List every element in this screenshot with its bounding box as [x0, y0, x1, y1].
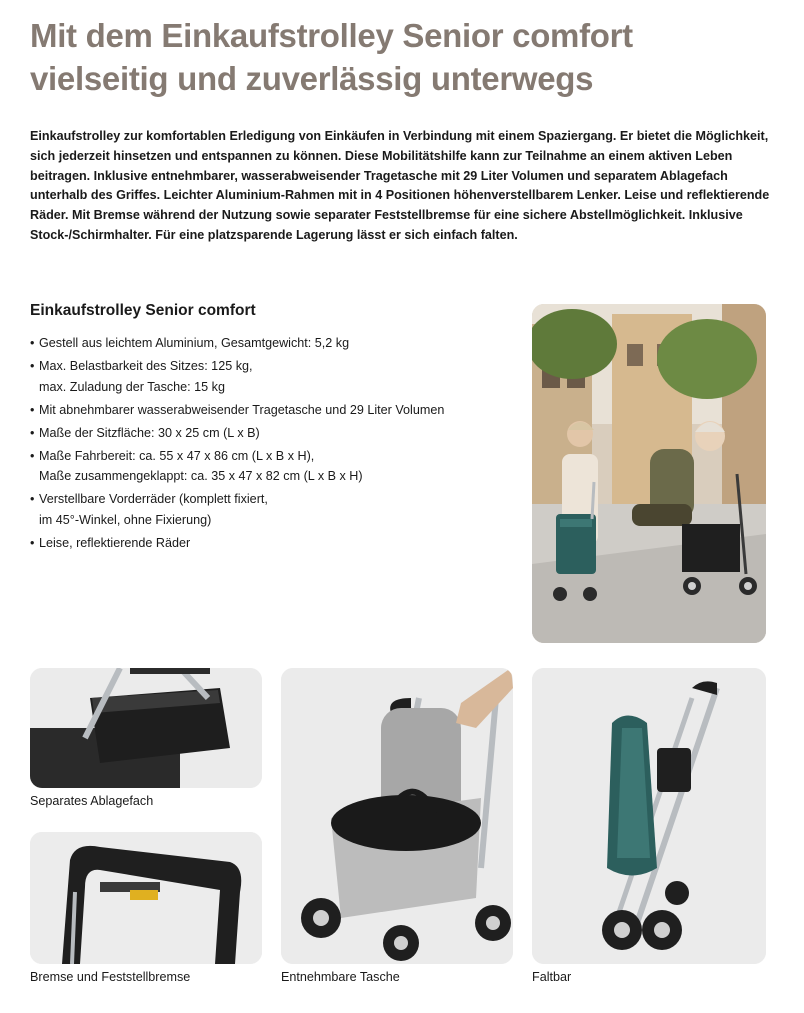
lifestyle-photo: [532, 304, 766, 643]
feature-item: [30, 446, 520, 487]
caption-bag: Entnehmbare Tasche: [281, 970, 400, 984]
feature-text-cont: Maße zusammengeklappt: ca. 35 x 47 x 82 cm (L x B x H): [39, 469, 363, 483]
brake-photo: [30, 832, 262, 964]
feature-text: • Gestell aus leichtem Aluminium, Gesamtgewicht: 5,2 kg: [39, 336, 350, 350]
feature-text-cont: max. Zuladung der Tasche: 15 kg: [39, 379, 225, 394]
caption-brake: Bremse und Feststellbremse: [30, 970, 191, 984]
compartment-photo: [30, 668, 262, 788]
headline-line-1: Mit dem Einkaufstrolley Senior comfort: [30, 17, 633, 54]
feature-item: [30, 533, 520, 554]
feature-item: [30, 400, 520, 421]
headline: [30, 14, 790, 100]
product-title: Einkaufstrolley Senior comfort: [30, 302, 256, 319]
intro-paragraph: Einkaufstrolley zur komfortablen Erledigung von Einkäufen in Verbindung mit einem Spaziergang. Er bietet die Möglichkeit, sich jederzeit hinsetzen und entspannen zu können. Diese Mobilitätshilfe kann zur Teilnahme an einem aktiven Leben beitragen. Inklusive entnehmbarer, wasserabweisender Tragetasche mit 29 Liter Volumen und separatem Ablagefach unterhalb des Griffes. Leichter Aluminium-Rahmen mit in 4 Positionen höhenverstellbarem Lenker. Leise und reflektierende Räder. Mit Bremse während der Nutzung sowie separater Feststellbremse für eine sichere Abstellmöglichkeit. Inklusive Stock-/Schirmhalter. Für eine platzsparende Lagerung lässt er sich einfach falten.: [30, 129, 770, 242]
feature-item: [30, 356, 520, 397]
feature-text: • Verstellbare Vorderräder (komplett fixiert,: [39, 492, 268, 506]
feature-text: • Mit abnehmbarer wasserabweisender Tragetasche und 29 Liter Volumen: [39, 402, 445, 417]
feature-text-cont: im 45°-Winkel, ohne Fixierung): [39, 512, 212, 527]
folding-photo: [532, 668, 766, 964]
feature-item: [30, 489, 520, 530]
headline-line-2: vielseitig und zuverlässig unterwegs: [30, 60, 594, 97]
feature-text: • Maße Fahrbereit: ca. 55 x 47 x 86 cm (L x B x H),: [39, 448, 315, 463]
feature-item: [30, 333, 520, 354]
feature-item: [30, 423, 520, 444]
feature-list: [30, 333, 520, 556]
bag-photo: [281, 668, 513, 964]
feature-text: • Max. Belastbarkeit des Sitzes: 125 kg,: [39, 359, 253, 373]
caption-folding: Faltbar: [532, 970, 572, 984]
feature-text: • Maße der Sitzfläche: 30 x 25 cm (L x B): [39, 425, 260, 440]
caption-compartment: Separates Ablagefach: [30, 794, 154, 808]
feature-text: • Leise, reflektierende Räder: [39, 535, 191, 550]
